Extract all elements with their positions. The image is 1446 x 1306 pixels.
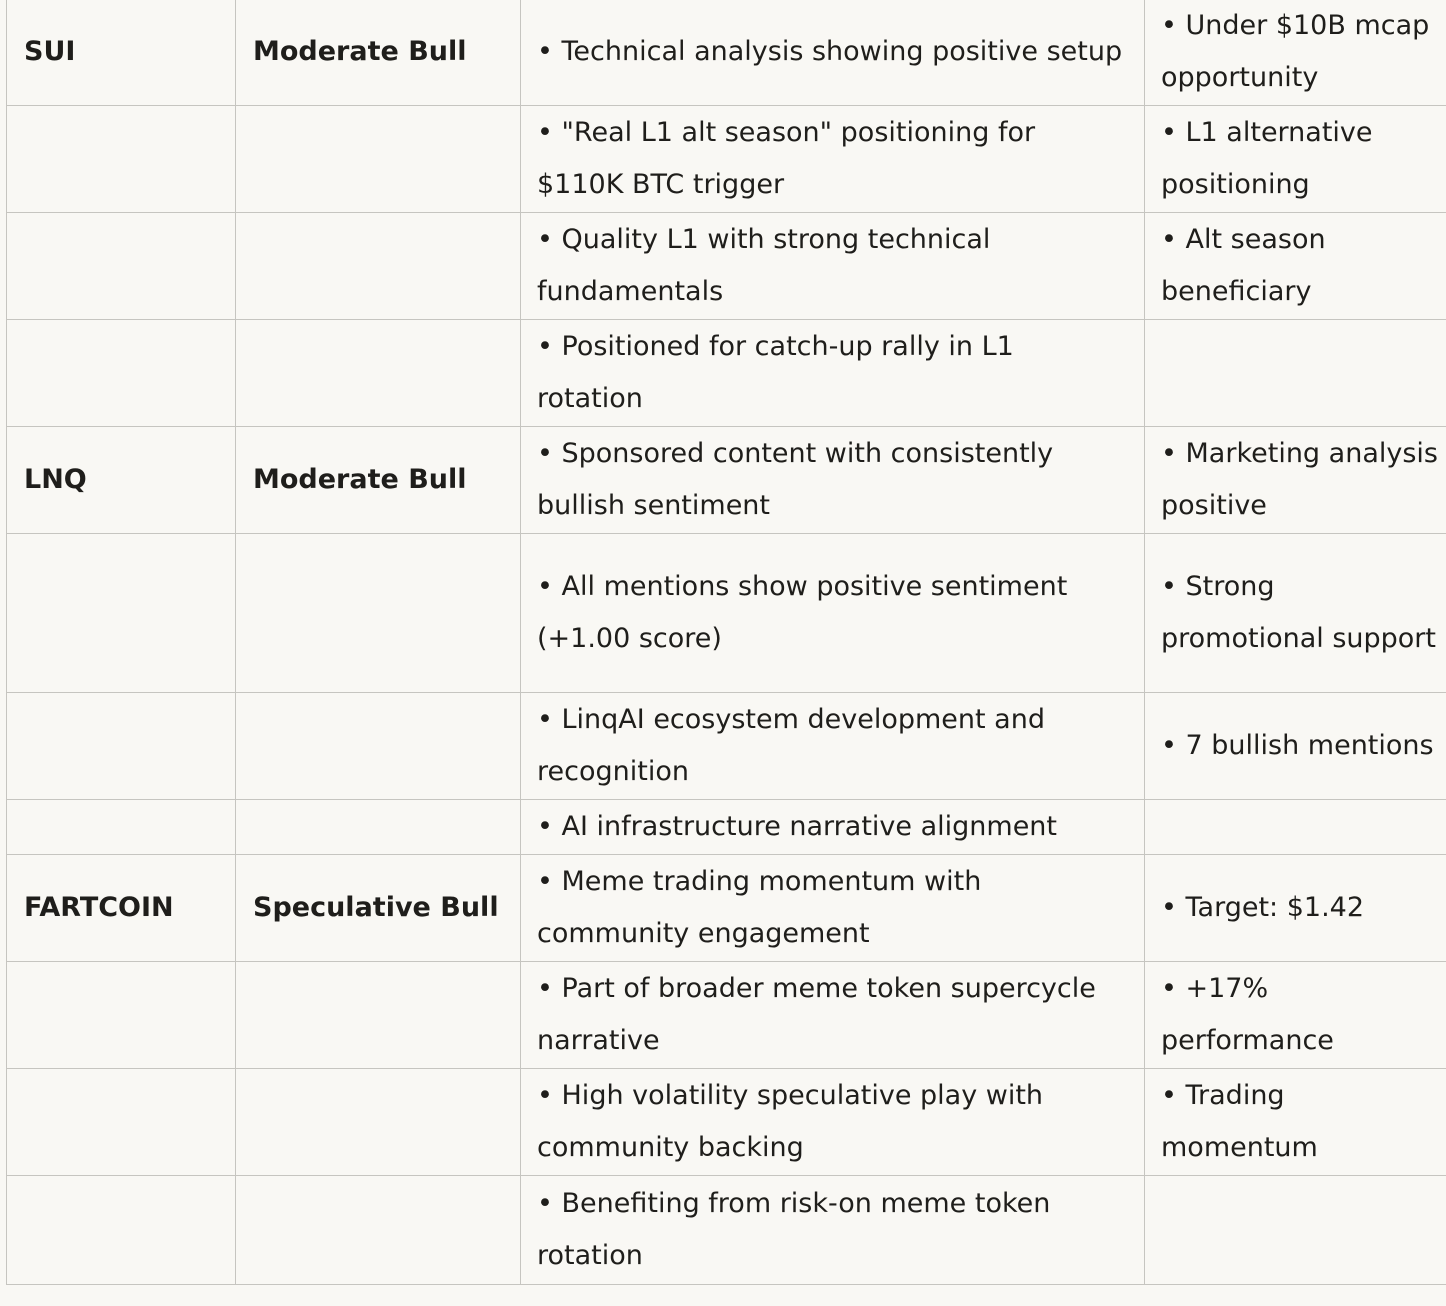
reason-cell: • Quality L1 with strong technical fundamentals	[521, 213, 1145, 320]
reason-cell: • AI infrastructure narrative alignment	[521, 800, 1145, 855]
metric-cell: • +17% performance	[1145, 962, 1446, 1069]
sentiment-cell	[236, 1176, 521, 1285]
sentiment-cell	[236, 800, 521, 855]
metric-cell: • L1 alternative positioning	[1145, 106, 1446, 213]
metric-cell: • Target: $1.42	[1145, 855, 1446, 962]
metric-cell: • 7 bullish mentions	[1145, 693, 1446, 800]
table-row	[7, 320, 1446, 427]
reason-cell: • Technical analysis showing positive setup	[521, 0, 1145, 106]
token-cell	[7, 800, 236, 855]
reason-cell: • "Real L1 alt season" positioning for $110K BTC trigger	[521, 106, 1145, 213]
sentiment-cell	[236, 693, 521, 800]
metric-cell: • Strong promotional support	[1145, 534, 1446, 693]
sentiment-cell	[236, 1069, 521, 1176]
token-cell: LNQ	[7, 427, 236, 534]
reason-cell: • High volatility speculative play with community backing	[521, 1069, 1145, 1176]
reason-cell: • Sponsored content with consistently bullish sentiment	[521, 427, 1145, 534]
table-row	[7, 800, 1446, 855]
metric-cell: • Trading momentum	[1145, 1069, 1446, 1176]
token-cell	[7, 320, 236, 427]
table-row	[7, 427, 1446, 534]
token-cell	[7, 534, 236, 693]
token-cell	[7, 1176, 236, 1285]
reason-cell: • All mentions show positive sentiment (+1.00 score)	[521, 534, 1145, 693]
table-row	[7, 213, 1446, 320]
token-cell	[7, 1069, 236, 1176]
sentiment-cell: Moderate Bull	[236, 427, 521, 534]
reason-cell: • Meme trading momentum with community engagement	[521, 855, 1145, 962]
sentiment-table	[6, 0, 1446, 1285]
table-row	[7, 855, 1446, 962]
sentiment-cell	[236, 962, 521, 1069]
token-cell	[7, 213, 236, 320]
reason-cell: • LinqAI ecosystem development and recognition	[521, 693, 1145, 800]
token-cell: FARTCOIN	[7, 855, 236, 962]
table-row	[7, 106, 1446, 213]
metric-cell	[1145, 320, 1446, 427]
table-row	[7, 0, 1446, 106]
table-row	[7, 962, 1446, 1069]
reason-cell: • Part of broader meme token supercycle narrative	[521, 962, 1145, 1069]
sentiment-cell: Speculative Bull	[236, 855, 521, 962]
table-row	[7, 534, 1446, 693]
table-row	[7, 693, 1446, 800]
reason-cell: • Positioned for catch-up rally in L1 rotation	[521, 320, 1145, 427]
table-row	[7, 1069, 1446, 1176]
metric-cell	[1145, 1176, 1446, 1285]
sentiment-cell	[236, 213, 521, 320]
token-cell: SUI	[7, 0, 236, 106]
sentiment-cell: Moderate Bull	[236, 0, 521, 106]
reason-cell: • Benefiting from risk-on meme token rotation	[521, 1176, 1145, 1285]
token-cell	[7, 693, 236, 800]
table-row	[7, 1176, 1446, 1285]
token-cell	[7, 962, 236, 1069]
metric-cell: • Under $10B mcap opportunity	[1145, 0, 1446, 106]
metric-cell: • Marketing analysis positive	[1145, 427, 1446, 534]
token-cell	[7, 106, 236, 213]
sentiment-cell	[236, 106, 521, 213]
sentiment-cell	[236, 320, 521, 427]
sentiment-cell	[236, 534, 521, 693]
metric-cell: • Alt season beneficiary	[1145, 213, 1446, 320]
metric-cell	[1145, 800, 1446, 855]
